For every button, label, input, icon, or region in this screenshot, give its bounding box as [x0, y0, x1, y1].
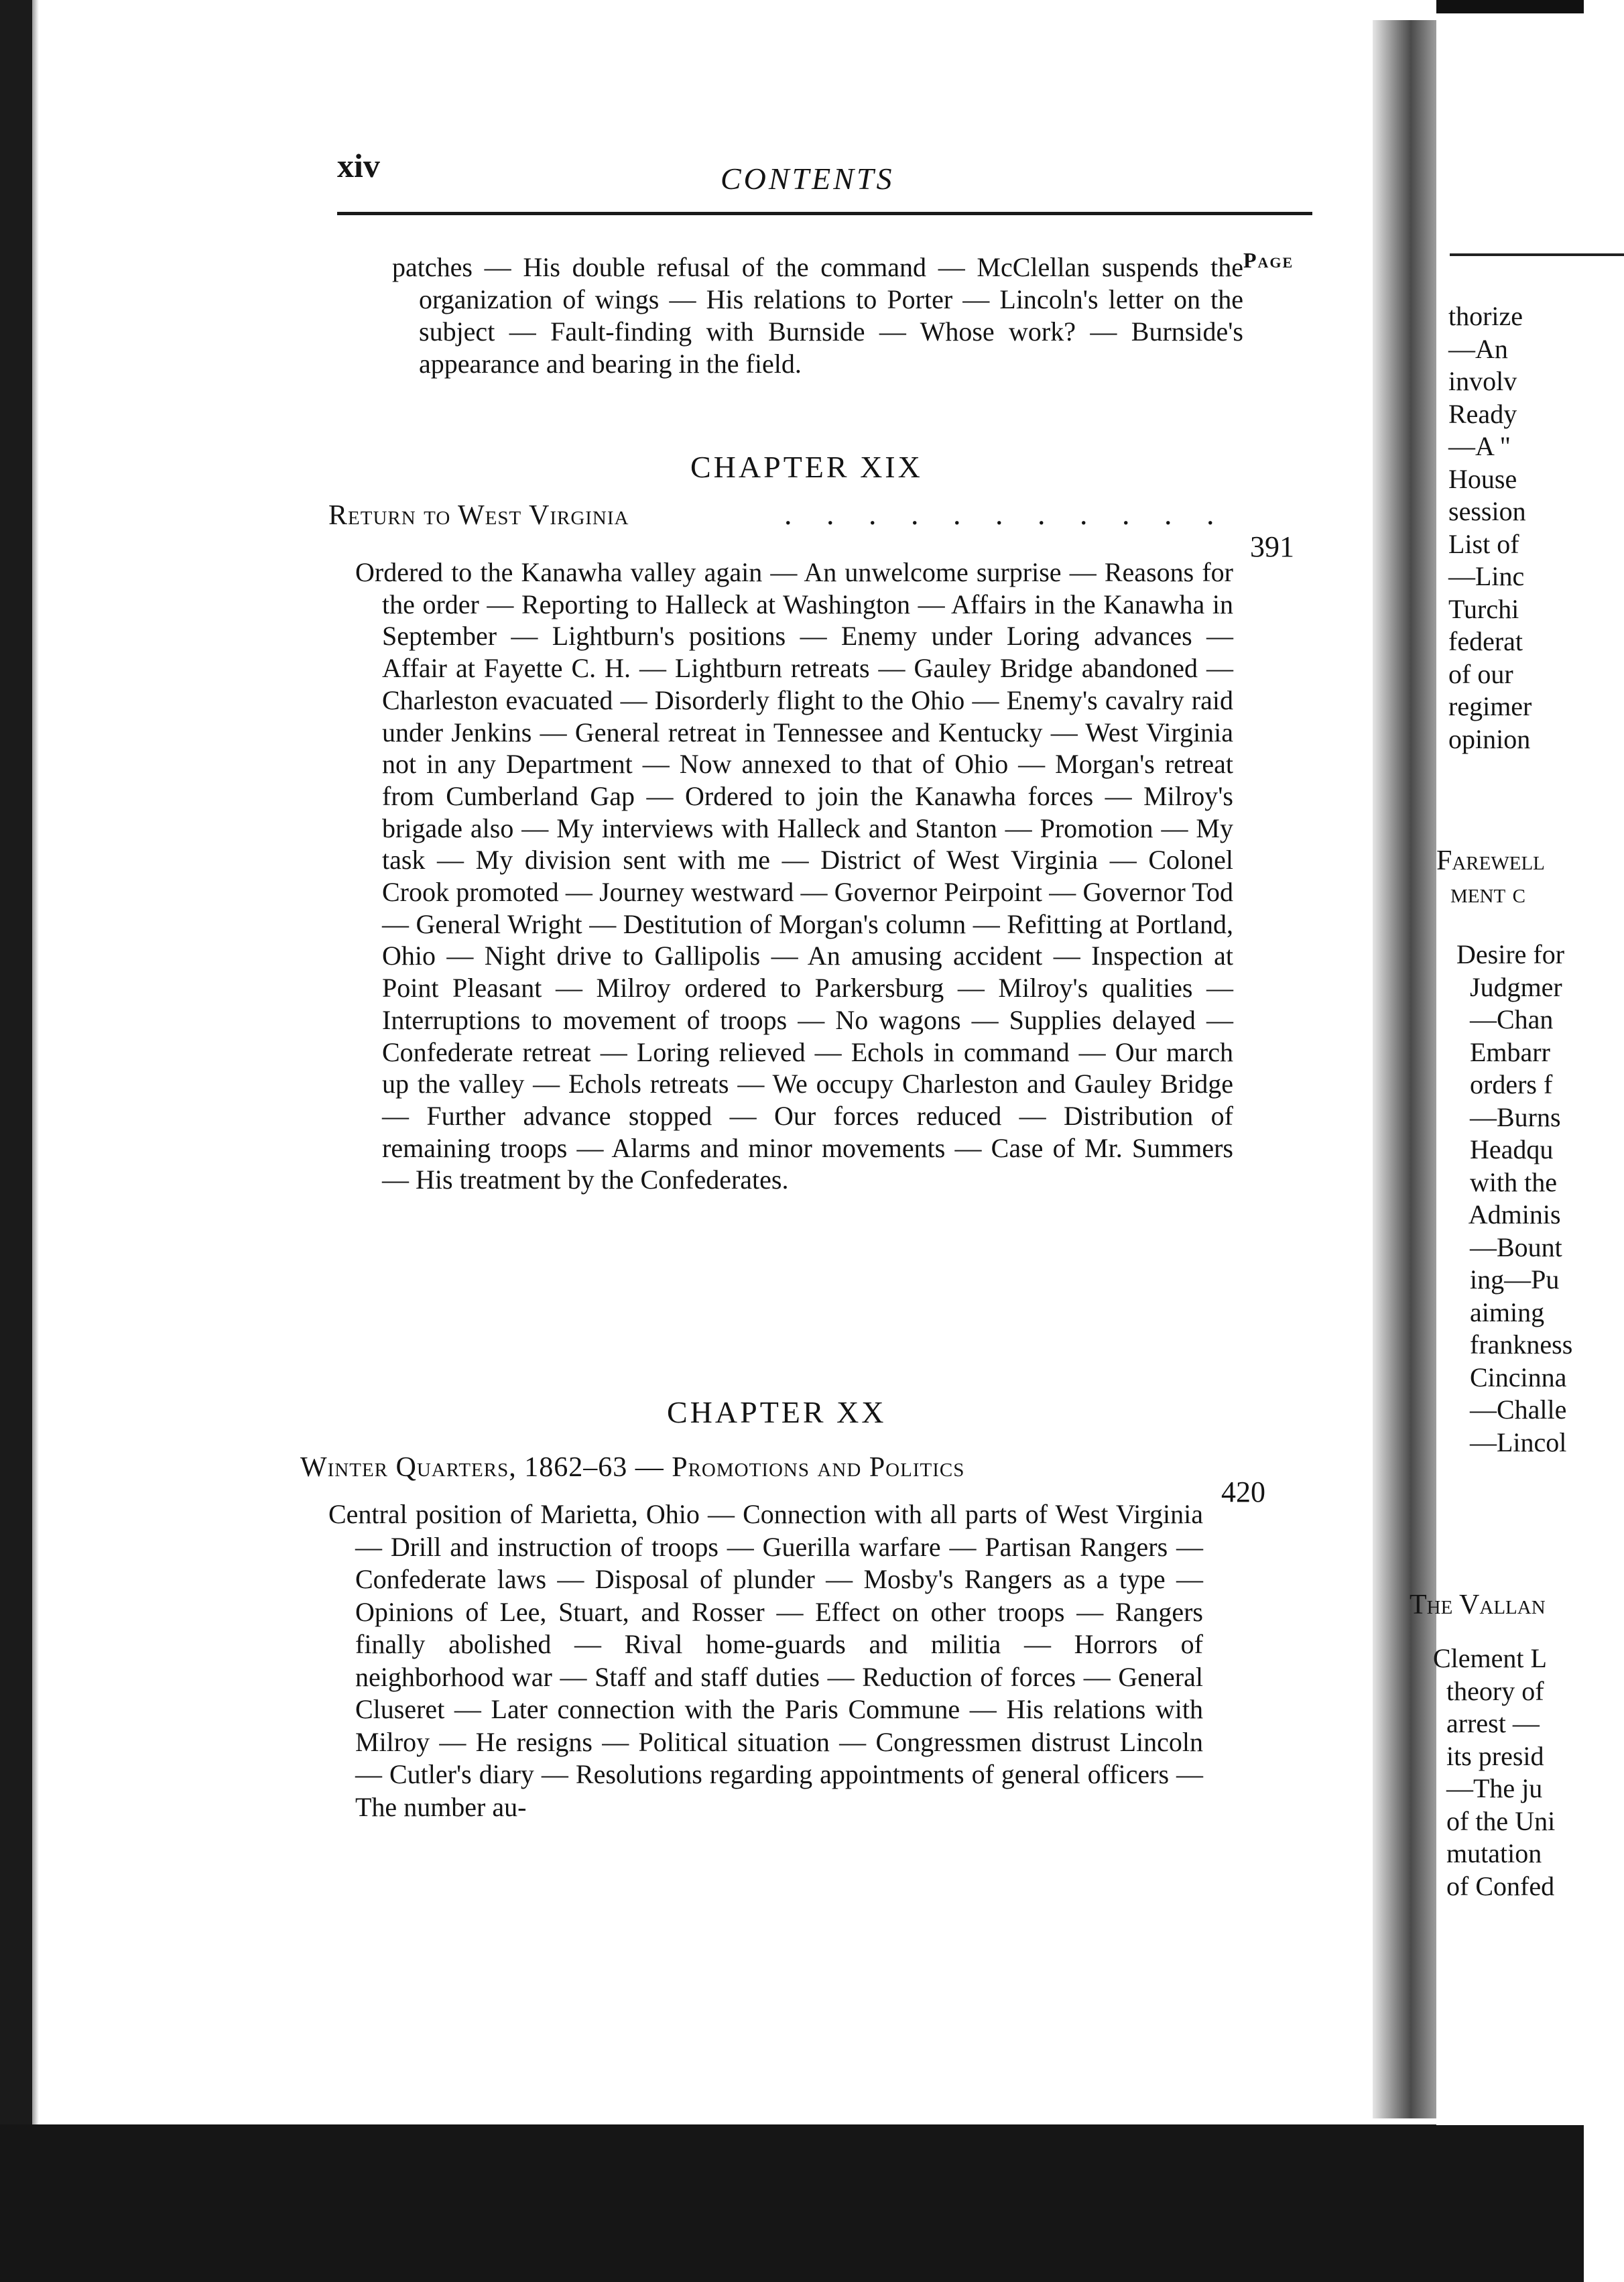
facing-page-text: Desire for Judgmer —Chan Embarr orders f —Burns Headqu with the Adminis —Bount ing—Pu aiming frankness Cincinna —Challe —Lincol — [1456, 939, 1573, 1457]
chapter-title: Winter Quarters, 1862–63 — Promotions and Politics — [300, 1452, 965, 1483]
continued-summary: patches — His double refusal of the command — McClellan suspends the organization of wings — His relations to Porter — Lincoln's letter on the subject — Fault-finding with Burnside — Whose work? — Burnside's appearance and bearing in the field. — [392, 252, 1243, 379]
chapter-page-number: 420 — [1221, 1476, 1265, 1508]
chapter-summary: Ordered to the Kanawha valley again — An unwelcome surprise — Reasons for the order — Reporting to Halleck at Washington — Affairs in the Kanawha in September — Lightburn's positions — Enemy under Loring advances — Affair at Fayette C. H. — Lightburn retreats — Gauley Bridge abandoned — Charleston evacuated — Disorderly flight to the Ohio — Enemy's cavalry raid under Jenkins — General retreat in Tennessee and Kentucky — West Virginia not in any Department — Now annexed to that of Ohio — Morgan's retreat from Cumberland Gap — Ordered to join the Kanawha forces — Milroy's brigade also — My interviews with Halleck and Stanton — Promotion — My task — My division sent with me — District of West Virginia — Colonel Crook promoted — Journey westward — Governor Peirpoint — Governor Tod — General Wright — Destitution of Morgan's column — Refitting at Portland, Ohio — Night drive to Gallipolis — An amusing accident — Inspection at Point Pleasant — Milroy ordered to Parkersburg — Milroy's qualities — Interruptions to movement of troops — No wagons — Supplies delayed — Confederate retreat — Loring relieved — Echols in command — Our march up the valley — Echols retreats — We occupy Charleston and Gauley Bridge — Further advance stopped — Our forces reduced — Distribution of remaining troops — Alarms and minor movements — Case of Mr. Summers — His treatment by the Confederates. — [355, 557, 1233, 1195]
chapter-title: Return to West Virginia — [328, 500, 629, 531]
facing-page-chapter-title: The Vallan — [1410, 1589, 1546, 1620]
scan-bottom-edge — [0, 2124, 1584, 2282]
book-gutter — [1373, 20, 1436, 2118]
facing-page-text: thorize —An involv Ready —A " House session List of —Linc Turchi federat of our regimer opinion — [1448, 301, 1532, 754]
chapter-heading: CHAPTER XX — [667, 1395, 887, 1429]
facing-page — [1410, 13, 1584, 2125]
chapter-summary: Central position of Marietta, Ohio — Connection with all parts of West Virginia — Drill and instruction of troops — Guerilla warfare — Partisan Rangers — Confederate laws — Disposal of plunder — Mosby's Rangers as a type — Opinions of Lee, Stuart, and Rosser — Effect on other troops — Rangers finally abolished — Rival home-guards and militia — Horrors of neighborhood war — Staff and staff duties — Reduction of forces — General Cluseret — Later connection with the Paris Commune — His relations with Milroy — He resigns — Political situation — Congressmen distrust Lincoln — Cutler's diary — Resolutions regarding appointments of general officers — The number au- — [328, 1499, 1203, 1822]
running-title: CONTENTS — [721, 162, 895, 196]
facing-page-top-edge — [1436, 0, 1584, 15]
header-rule — [337, 212, 1312, 215]
facing-page-text: Clement L theory of arrest — its presid —The ju of the Uni mutation of Confed — [1433, 1643, 1556, 1901]
page-column-label: Page — [1243, 248, 1294, 272]
facing-page-rule — [1450, 253, 1624, 256]
page-number: xiv — [337, 147, 380, 184]
chapter-page-number: 391 — [1250, 530, 1294, 563]
left-page-edge — [0, 0, 32, 2282]
dot-leaders: . . . . . . . . . . . — [784, 497, 1228, 531]
chapter-heading: CHAPTER XIX — [690, 450, 923, 484]
facing-page-chapter-title: Farewell ment c — [1436, 845, 1545, 909]
